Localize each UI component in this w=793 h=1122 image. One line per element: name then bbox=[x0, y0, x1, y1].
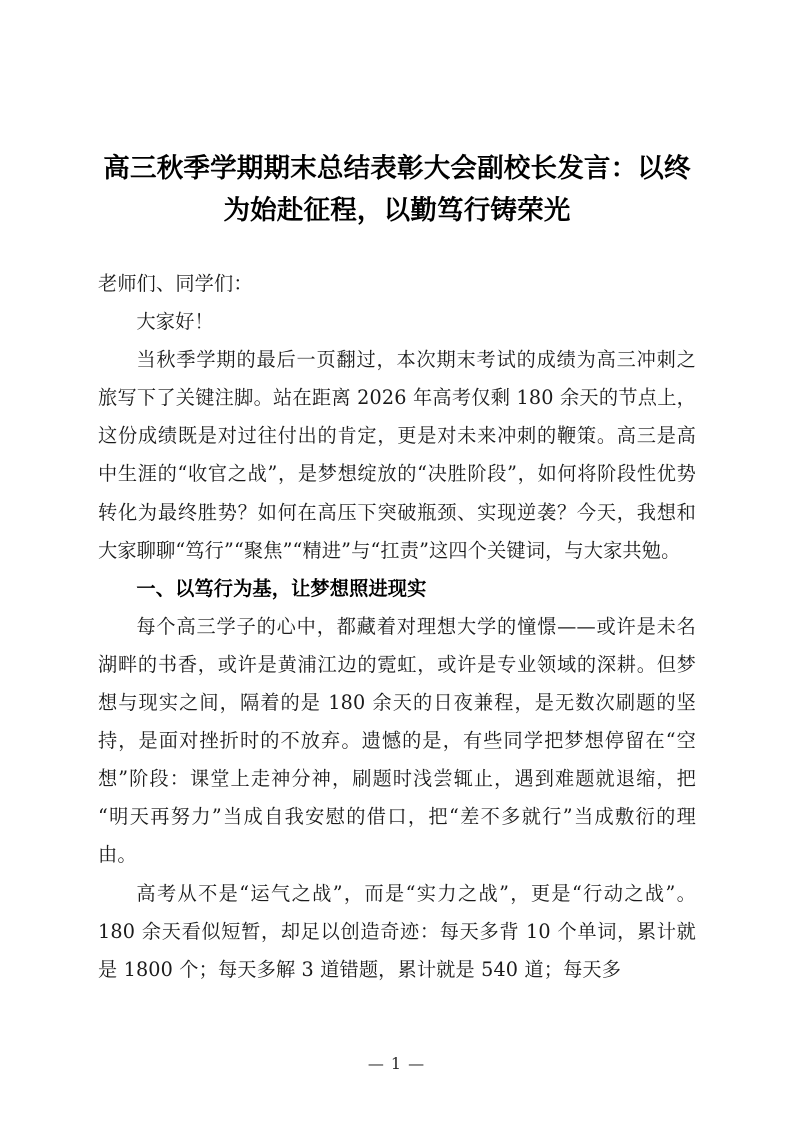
paragraph-greeting: 大家好！ bbox=[136, 310, 214, 334]
page-title: 高三秋季学期期末总结表彰大会副校长发言：以终为始赴征程，以勤笃行铸荣光 bbox=[103, 153, 691, 226]
paragraph-section-one-2: 高考从不是“运气之战”，而是“实力之战”，更是“行动之战”。180 余天看似短暂，却足以创造奇迹：每天多背 10 个单词，累计就是 1800 个；每天多解 3 道错题，累计就是 540 道；每天多 bbox=[98, 881, 696, 981]
paragraph-opening: 当秋季学期的最后一页翻过，本次期末考试的成绩为高三冲刺之旅写下了关键注脚。站在距离 2026 年高考仅剩 180 余天的节点上，这份成绩既是对过往付出的肯定，更是对未来冲刺的鞭策。高三是高中生涯的“收官之战”，是梦想绽放的“决胜阶段”，如何将阶段性优势转化为最终胜势？如何在高压下突破瓶颈、实现逆袭？今天，我想和大家聊聊“笃行”“聚焦”“精进”与“扛责”这四个关键词，与大家共勉。 bbox=[98, 348, 696, 562]
document-body bbox=[98, 265, 696, 989]
page-content bbox=[98, 0, 696, 989]
paragraph-salutation: 老师们、同学们： bbox=[98, 272, 253, 295]
paragraph-section-one-1: 每个高三学子的心中，都藏着对理想大学的憧憬——或许是未名湖畔的书香，或许是黄浦江边的霓虹，或许是专业领域的深耕。但梦想与现实之间，隔着的是 180 余天的日夜兼程，是无数次刷题的坚持，是面对挫折时的不放弃。遗憾的是，有些同学把梦想停留在“空想”阶段：课堂上走神分神，刷题时浅尝辄止，遇到难题就退缩，把“明天再努力”当成自我安慰的借口，把“差不多就行”当成敷衍的理由。 bbox=[98, 614, 696, 867]
section-heading-one: 一、以笃行为基，让梦想照进现实 bbox=[136, 576, 427, 600]
page-number-footer: — 1 — bbox=[367, 1054, 426, 1073]
